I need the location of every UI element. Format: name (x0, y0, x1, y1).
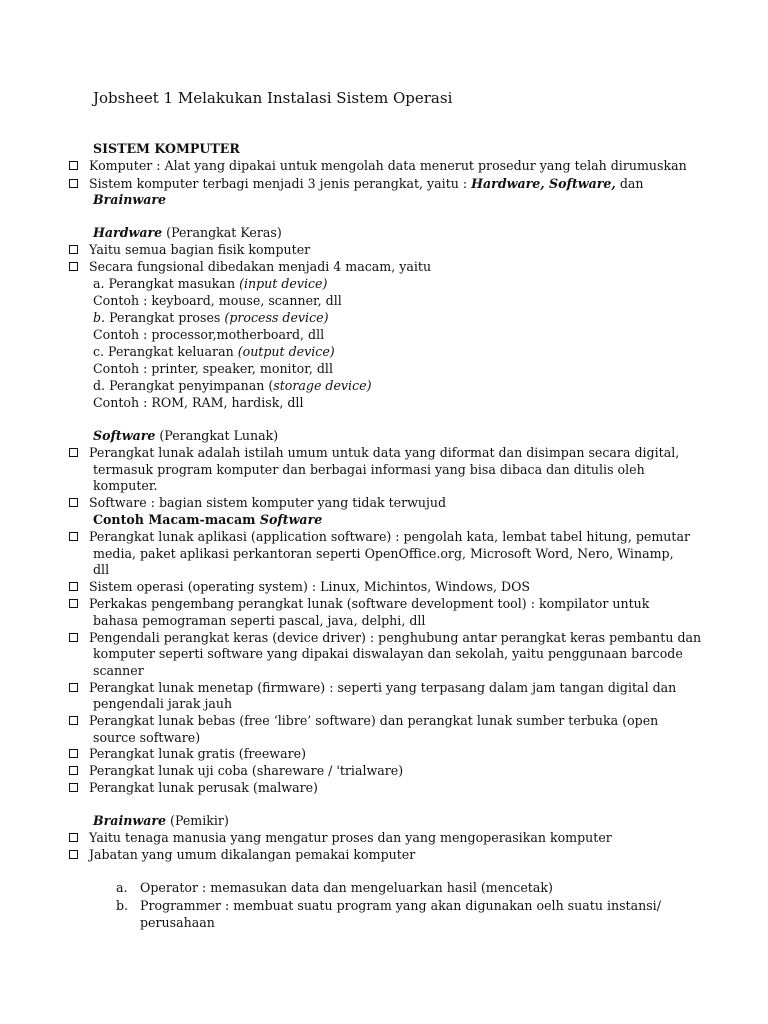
sub-item: a. Perangkat masukan (input device) (93, 276, 328, 291)
sub-item-example: Contoh : ROM, RAM, hardisk, dll (93, 395, 304, 410)
sub-item-example: Contoh : processor,motherboard, dll (93, 327, 325, 342)
sub-item-example: Contoh : keyboard, mouse, scanner, dll (93, 293, 342, 308)
checkbox-bullet-icon (69, 749, 78, 758)
ordered-label: a. (116, 880, 128, 895)
ordered-item: Programmer : membuat suatu program yang akan digunakan oelh suatu instansi/ (140, 898, 661, 913)
bullet-continuation: bahasa pemograman seperti pascal, java, delphi, dll (93, 613, 426, 628)
document-title: Jobsheet 1 Melakukan Instalasi Sistem Operasi (93, 89, 453, 107)
section-heading-hardware: Hardware (Perangkat Keras) (93, 225, 282, 240)
checkbox-bullet-icon (69, 716, 78, 725)
ordered-label: b. (116, 898, 129, 913)
bullet-text: Yaitu semua bagian fisik komputer (89, 242, 311, 257)
checkbox-bullet-icon (69, 683, 78, 692)
checkbox-bullet-icon (69, 582, 78, 591)
bullet-text: Jabatan yang umum dikalangan pemakai komputer (89, 847, 416, 862)
bullet-continuation: pengendali jarak jauh (93, 696, 233, 711)
ordered-item-continuation: perusahaan (140, 915, 215, 930)
bullet-text: Perangkat lunak aplikasi (application software) : pengolah kata, lembat tabel hitung, pemutar (89, 529, 691, 544)
bullet-continuation: media, paket aplikasi perkantoran seperti OpenOffice.org, Microsoft Word, Nero, Winamp, (93, 546, 674, 561)
section-heading-software: Software (Perangkat Lunak) (93, 428, 279, 443)
bullet-text: Perangkat lunak perusak (malware) (89, 780, 318, 795)
bullet-text: Sistem operasi (operating system) : Linux, Michintos, Windows, DOS (89, 579, 531, 594)
bullet-text: Perkakas pengembang perangkat lunak (software development tool) : kompilator untuk (89, 596, 650, 611)
sub-item-example: Contoh : printer, speaker, monitor, dll (93, 361, 333, 376)
checkbox-bullet-icon (69, 599, 78, 608)
checkbox-bullet-icon (69, 833, 78, 842)
bullet-text: Perangkat lunak bebas (free ‘libre’ software) dan perangkat lunak sumber terbuka (open (89, 713, 659, 728)
bullet-text: Secara fungsional dibedakan menjadi 4 macam, yaitu (89, 259, 432, 274)
ordered-item: Operator : memasukan data dan mengeluarkan hasil (mencetak) (140, 880, 553, 895)
checkbox-bullet-icon (69, 633, 78, 642)
bullet-continuation: scanner (93, 663, 144, 678)
checkbox-bullet-icon (69, 850, 78, 859)
sub-heading-contoh: Contoh Macam-macam Software (93, 512, 323, 527)
bullet-text: Perangkat lunak uji coba (shareware / 'trialware) (89, 763, 404, 778)
checkbox-bullet-icon (69, 498, 78, 507)
checkbox-bullet-icon (69, 179, 78, 188)
bullet-text: Yaitu tenaga manusia yang mengatur proses dan yang mengoperasikan komputer (89, 830, 612, 845)
checkbox-bullet-icon (69, 161, 78, 170)
sub-item: b. Perangkat proses (process device) (93, 310, 329, 325)
bullet-continuation: termasuk program komputer dan berbagai informasi yang bisa dibaca dan ditulis oleh (93, 462, 645, 477)
bullet-text: Sistem komputer terbagi menjadi 3 jenis perangkat, yaitu : Hardware, Software, dan (89, 176, 644, 191)
sub-item: c. Perangkat keluaran (output device) (93, 344, 335, 359)
checkbox-bullet-icon (69, 245, 78, 254)
bullet-text: Komputer : Alat yang dipakai untuk mengolah data menerut prosedur yang telah dirumuskan (89, 158, 687, 173)
bullet-text: Perangkat lunak adalah istilah umum untuk data yang diformat dan disimpan secara digital, (89, 445, 680, 460)
bullet-text: Software : bagian sistem komputer yang tidak terwujud (89, 495, 447, 510)
checkbox-bullet-icon (69, 766, 78, 775)
section-heading-sistem: SISTEM KOMPUTER (93, 141, 240, 156)
bullet-text: Perangkat lunak menetap (firmware) : seperti yang terpasang dalam jam tangan digital dan (89, 680, 677, 695)
checkbox-bullet-icon (69, 262, 78, 271)
bullet-text: Pengendali perangkat keras (device driver) : penghubung antar perangkat keras pembantu dan (89, 630, 702, 645)
bullet-continuation: komputer. (93, 478, 158, 493)
bullet-continuation: komputer seperti software yang dipakai diswalayan dan sekolah, yaitu penggunaan barcode (93, 646, 683, 661)
bullet-continuation: dll (93, 562, 110, 577)
bullet-continuation: source software) (93, 730, 201, 745)
checkbox-bullet-icon (69, 783, 78, 792)
bullet-text: Perangkat lunak gratis (freeware) (89, 746, 306, 761)
checkbox-bullet-icon (69, 532, 78, 541)
checkbox-bullet-icon (69, 448, 78, 457)
section-heading-brainware: Brainware (Pemikir) (93, 813, 229, 828)
sub-item: d. Perangkat penyimpanan (storage device) (93, 378, 372, 393)
bullet-continuation: Brainware (93, 192, 167, 207)
